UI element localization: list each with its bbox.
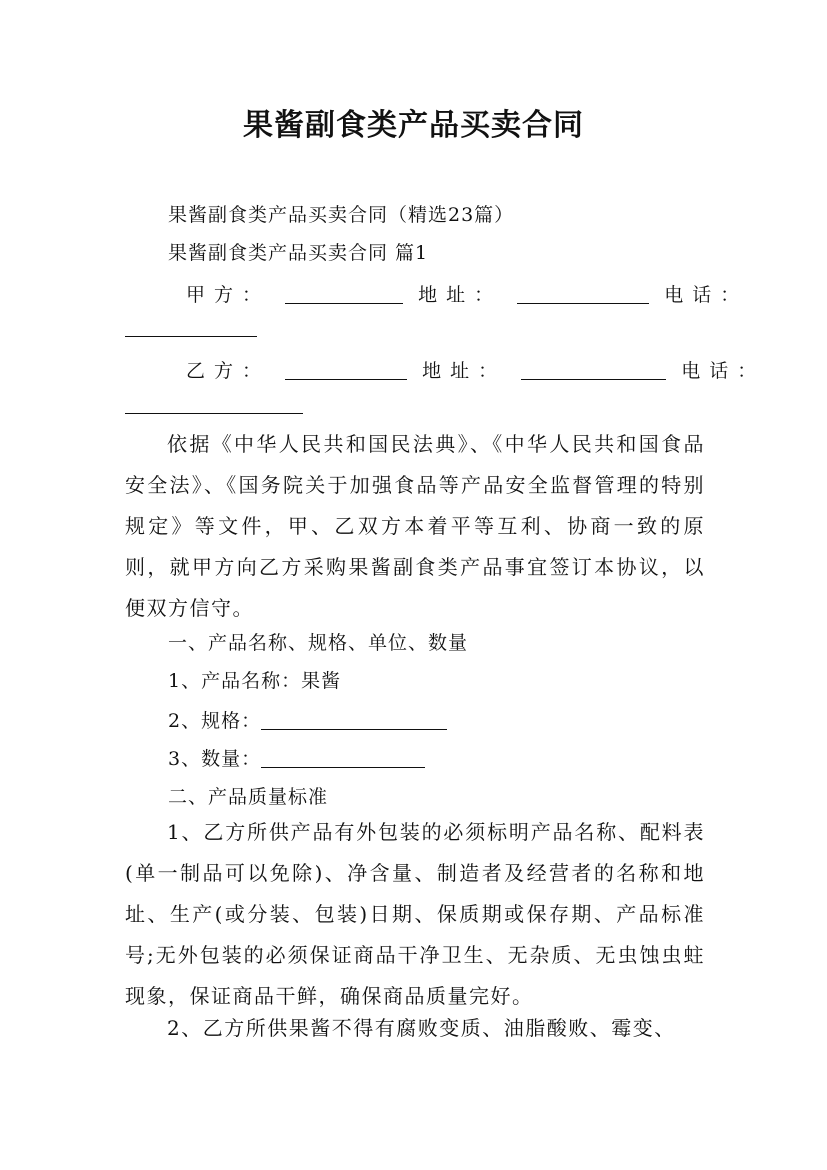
item-name: 1、产品名称：果酱: [168, 670, 342, 692]
item-qty-row: [168, 744, 425, 771]
item-qty-label: 3、数量：: [168, 748, 262, 770]
document-subtitle: 果酱副食类产品买卖合同（精选23篇）: [168, 204, 515, 226]
party-a-address-label: 地址：: [418, 284, 503, 306]
item-qty-blank[interactable]: [261, 748, 425, 768]
party-a-address-blank[interactable]: [517, 284, 649, 304]
item-spec-label: 2、规格：: [168, 710, 262, 732]
party-b-row: [186, 356, 765, 383]
document-title: 果酱副食类产品买卖合同: [243, 108, 584, 143]
quality-paragraph-1: 1、乙方所供产品有外包装的必须标明产品名称、配料表(单一制品可以免除)、净含量、制造者及经营者的名称和地址、生产(或分装、包装)日期、保质期或保存期、产品标准号;无外包装的必须保证商品干净卫生、无杂质、无虫蚀虫蛀现象，保证商品干鲜，确保商品质量完好。: [125, 820, 705, 1008]
party-b-address-label: 地址：: [422, 360, 507, 382]
party-a-name-blank[interactable]: [285, 284, 403, 304]
party-b-phone-blank[interactable]: [125, 412, 303, 414]
item-spec-row: [168, 706, 447, 733]
item-spec-blank[interactable]: [261, 710, 447, 730]
clause2-heading: 二、产品质量标准: [168, 786, 329, 808]
party-a-phone-label: 电话：: [664, 284, 749, 306]
party-a-phone-blank[interactable]: [125, 335, 257, 337]
party-b-name-blank[interactable]: [285, 360, 407, 380]
quality-paragraph-2: 2、乙方所供果酱不得有腐败变质、油脂酸败、霉变、: [167, 1016, 676, 1040]
section-heading: 果酱副食类产品买卖合同 篇1: [168, 242, 429, 264]
party-a-label: 甲方：: [186, 284, 271, 306]
clause1-heading: 一、产品名称、规格、单位、数量: [168, 632, 469, 654]
party-b-label: 乙方：: [186, 360, 271, 382]
party-a-row: [186, 280, 748, 307]
party-b-address-blank[interactable]: [521, 360, 666, 380]
intro-paragraph: 依据《中华人民共和国民法典》、《中华人民共和国食品安全法》、《国务院关于加强食品等产品安全监督管理的特别规定》等文件，甲、乙双方本着平等互利、协商一致的原则，就甲方向乙方采购果酱副食类产品事宜签订本协议，以便双方信守。: [125, 432, 705, 620]
party-b-phone-label: 电话：: [681, 360, 766, 382]
